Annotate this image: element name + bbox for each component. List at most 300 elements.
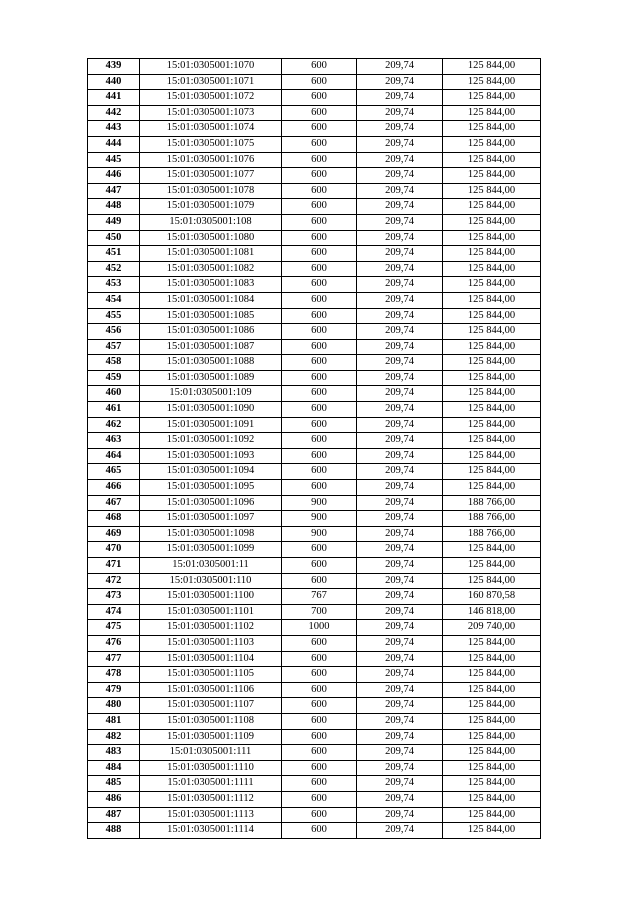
table-row: [88, 573, 541, 589]
row-number-cell: 479: [88, 682, 140, 698]
area-cell: 900: [282, 495, 357, 511]
rate-cell: 209,74: [357, 573, 443, 589]
rate-cell: 209,74: [357, 604, 443, 620]
cadastral-number-cell: 15:01:0305001:1106: [140, 682, 282, 698]
cadastral-number-cell: 15:01:0305001:1109: [140, 729, 282, 745]
rate-cell: 209,74: [357, 417, 443, 433]
area-cell: 600: [282, 183, 357, 199]
cadastral-number-cell: 15:01:0305001:1078: [140, 183, 282, 199]
rate-cell: 209,74: [357, 526, 443, 542]
rate-cell: 209,74: [357, 355, 443, 371]
area-cell: 600: [282, 745, 357, 761]
row-number-cell: 440: [88, 74, 140, 90]
cadastral-number-cell: 15:01:0305001:1083: [140, 277, 282, 293]
cost-cell: 188 766,00: [443, 511, 541, 527]
rate-cell: 209,74: [357, 667, 443, 683]
cost-cell: 125 844,00: [443, 448, 541, 464]
cost-cell: 125 844,00: [443, 214, 541, 230]
area-cell: 600: [282, 136, 357, 152]
table-row: [88, 760, 541, 776]
cost-cell: 188 766,00: [443, 495, 541, 511]
rate-cell: 209,74: [357, 292, 443, 308]
area-cell: 900: [282, 511, 357, 527]
table-row: [88, 199, 541, 215]
table-row: [88, 292, 541, 308]
cadastral-number-cell: 15:01:0305001:1070: [140, 59, 282, 75]
cost-cell: 125 844,00: [443, 823, 541, 839]
cadastral-number-cell: 15:01:0305001:1097: [140, 511, 282, 527]
area-cell: 600: [282, 667, 357, 683]
cost-cell: 188 766,00: [443, 526, 541, 542]
table-row: [88, 370, 541, 386]
cost-cell: 160 870,58: [443, 589, 541, 605]
cadastral-number-cell: 15:01:0305001:1100: [140, 589, 282, 605]
cadastral-number-cell: 15:01:0305001:1095: [140, 480, 282, 496]
area-cell: 600: [282, 339, 357, 355]
cadastral-number-cell: 15:01:0305001:1103: [140, 635, 282, 651]
row-number-cell: 480: [88, 698, 140, 714]
cost-cell: 125 844,00: [443, 713, 541, 729]
row-number-cell: 445: [88, 152, 140, 168]
rate-cell: 209,74: [357, 308, 443, 324]
area-cell: 600: [282, 261, 357, 277]
rate-cell: 209,74: [357, 558, 443, 574]
row-number-cell: 467: [88, 495, 140, 511]
row-number-cell: 446: [88, 168, 140, 184]
area-cell: 767: [282, 589, 357, 605]
cadastral-number-cell: 15:01:0305001:1084: [140, 292, 282, 308]
cadastral-number-cell: 15:01:0305001:1075: [140, 136, 282, 152]
row-number-cell: 472: [88, 573, 140, 589]
area-cell: 600: [282, 433, 357, 449]
cost-cell: 125 844,00: [443, 667, 541, 683]
cost-cell: 125 844,00: [443, 464, 541, 480]
rate-cell: 209,74: [357, 448, 443, 464]
table-row: [88, 807, 541, 823]
cadastral-number-cell: 15:01:0305001:1112: [140, 791, 282, 807]
table-row: [88, 682, 541, 698]
rate-cell: 209,74: [357, 199, 443, 215]
cadastral-number-cell: 15:01:0305001:1079: [140, 199, 282, 215]
area-cell: 600: [282, 370, 357, 386]
cadastral-number-cell: 15:01:0305001:110: [140, 573, 282, 589]
rate-cell: 209,74: [357, 713, 443, 729]
rate-cell: 209,74: [357, 729, 443, 745]
row-number-cell: 483: [88, 745, 140, 761]
area-cell: 600: [282, 152, 357, 168]
rate-cell: 209,74: [357, 823, 443, 839]
rate-cell: 209,74: [357, 136, 443, 152]
cost-cell: 125 844,00: [443, 105, 541, 121]
cadastral-number-cell: 15:01:0305001:1072: [140, 90, 282, 106]
rate-cell: 209,74: [357, 324, 443, 340]
rate-cell: 209,74: [357, 339, 443, 355]
rate-cell: 209,74: [357, 760, 443, 776]
row-number-cell: 455: [88, 308, 140, 324]
table-row: [88, 230, 541, 246]
cadastral-number-cell: 15:01:0305001:1094: [140, 464, 282, 480]
cadastral-number-cell: 15:01:0305001:1108: [140, 713, 282, 729]
cadastral-number-cell: 15:01:0305001:1098: [140, 526, 282, 542]
row-number-cell: 461: [88, 402, 140, 418]
area-cell: 600: [282, 558, 357, 574]
area-cell: 600: [282, 713, 357, 729]
row-number-cell: 481: [88, 713, 140, 729]
cadastral-number-cell: 15:01:0305001:1091: [140, 417, 282, 433]
table-row: [88, 168, 541, 184]
area-cell: 600: [282, 698, 357, 714]
row-number-cell: 478: [88, 667, 140, 683]
cadastral-number-cell: 15:01:0305001:1102: [140, 620, 282, 636]
rate-cell: 209,74: [357, 214, 443, 230]
table-row: [88, 542, 541, 558]
row-number-cell: 471: [88, 558, 140, 574]
cost-cell: 125 844,00: [443, 261, 541, 277]
area-cell: 600: [282, 59, 357, 75]
area-cell: 600: [282, 480, 357, 496]
area-cell: 600: [282, 121, 357, 137]
cost-cell: 125 844,00: [443, 558, 541, 574]
cost-cell: 146 818,00: [443, 604, 541, 620]
row-number-cell: 463: [88, 433, 140, 449]
area-cell: 600: [282, 464, 357, 480]
area-cell: 600: [282, 168, 357, 184]
cadastral-number-cell: 15:01:0305001:1107: [140, 698, 282, 714]
cost-cell: 125 844,00: [443, 433, 541, 449]
row-number-cell: 466: [88, 480, 140, 496]
table-row: [88, 604, 541, 620]
row-number-cell: 439: [88, 59, 140, 75]
cadastral-number-cell: 15:01:0305001:1080: [140, 230, 282, 246]
table-row: [88, 433, 541, 449]
table-row: [88, 308, 541, 324]
area-cell: 600: [282, 651, 357, 667]
rate-cell: 209,74: [357, 480, 443, 496]
cost-cell: 125 844,00: [443, 308, 541, 324]
cost-cell: 125 844,00: [443, 386, 541, 402]
table-row: [88, 246, 541, 262]
cost-cell: 125 844,00: [443, 152, 541, 168]
table-row: [88, 214, 541, 230]
table-row: [88, 651, 541, 667]
cost-cell: 125 844,00: [443, 807, 541, 823]
row-number-cell: 465: [88, 464, 140, 480]
table-row: [88, 480, 541, 496]
table-row: [88, 464, 541, 480]
area-cell: 600: [282, 105, 357, 121]
rate-cell: 209,74: [357, 90, 443, 106]
row-number-cell: 486: [88, 791, 140, 807]
table-row: [88, 74, 541, 90]
row-number-cell: 485: [88, 776, 140, 792]
area-cell: 600: [282, 214, 357, 230]
cost-cell: 125 844,00: [443, 246, 541, 262]
table-row: [88, 90, 541, 106]
cost-cell: 125 844,00: [443, 760, 541, 776]
row-number-cell: 470: [88, 542, 140, 558]
cadastral-number-cell: 15:01:0305001:1090: [140, 402, 282, 418]
area-cell: 600: [282, 324, 357, 340]
rate-cell: 209,74: [357, 277, 443, 293]
area-cell: 900: [282, 526, 357, 542]
area-cell: 600: [282, 199, 357, 215]
table-row: [88, 589, 541, 605]
table-row: [88, 402, 541, 418]
cadastral-number-cell: 15:01:0305001:111: [140, 745, 282, 761]
cost-cell: 125 844,00: [443, 90, 541, 106]
row-number-cell: 449: [88, 214, 140, 230]
cost-cell: 125 844,00: [443, 745, 541, 761]
row-number-cell: 460: [88, 386, 140, 402]
rate-cell: 209,74: [357, 59, 443, 75]
cadastral-number-cell: 15:01:0305001:1085: [140, 308, 282, 324]
cost-cell: 125 844,00: [443, 74, 541, 90]
area-cell: 600: [282, 246, 357, 262]
cadastral-number-cell: 15:01:0305001:1086: [140, 324, 282, 340]
table-row: [88, 511, 541, 527]
cadastral-number-cell: 15:01:0305001:1104: [140, 651, 282, 667]
rate-cell: 209,74: [357, 698, 443, 714]
cadastral-number-cell: 15:01:0305001:1076: [140, 152, 282, 168]
rate-cell: 209,74: [357, 402, 443, 418]
cadastral-number-cell: 15:01:0305001:1077: [140, 168, 282, 184]
cost-cell: 125 844,00: [443, 292, 541, 308]
row-number-cell: 468: [88, 511, 140, 527]
table-row: [88, 59, 541, 75]
cadastral-number-cell: 15:01:0305001:11: [140, 558, 282, 574]
rate-cell: 209,74: [357, 511, 443, 527]
cost-cell: 125 844,00: [443, 635, 541, 651]
rate-cell: 209,74: [357, 105, 443, 121]
table-row: [88, 417, 541, 433]
cost-cell: 125 844,00: [443, 277, 541, 293]
row-number-cell: 475: [88, 620, 140, 636]
table-row: [88, 105, 541, 121]
cost-cell: 125 844,00: [443, 402, 541, 418]
row-number-cell: 487: [88, 807, 140, 823]
area-cell: 600: [282, 74, 357, 90]
cadastral-number-cell: 15:01:0305001:1105: [140, 667, 282, 683]
table-row: [88, 745, 541, 761]
cost-cell: 125 844,00: [443, 121, 541, 137]
cadastral-number-cell: 15:01:0305001:1092: [140, 433, 282, 449]
cost-cell: 125 844,00: [443, 168, 541, 184]
row-number-cell: 457: [88, 339, 140, 355]
cost-cell: 209 740,00: [443, 620, 541, 636]
area-cell: 600: [282, 776, 357, 792]
cadastral-number-cell: 15:01:0305001:1113: [140, 807, 282, 823]
table-row: [88, 713, 541, 729]
area-cell: 600: [282, 635, 357, 651]
table-row: [88, 635, 541, 651]
cadastral-table: [87, 58, 541, 839]
table-row: [88, 261, 541, 277]
cadastral-number-cell: 15:01:0305001:1074: [140, 121, 282, 137]
cost-cell: 125 844,00: [443, 199, 541, 215]
area-cell: 600: [282, 760, 357, 776]
rate-cell: 209,74: [357, 620, 443, 636]
table-row: [88, 152, 541, 168]
row-number-cell: 458: [88, 355, 140, 371]
cost-cell: 125 844,00: [443, 698, 541, 714]
table-row: [88, 526, 541, 542]
rate-cell: 209,74: [357, 791, 443, 807]
row-number-cell: 484: [88, 760, 140, 776]
area-cell: 600: [282, 807, 357, 823]
cost-cell: 125 844,00: [443, 230, 541, 246]
row-number-cell: 477: [88, 651, 140, 667]
table-row: [88, 324, 541, 340]
rate-cell: 209,74: [357, 121, 443, 137]
cost-cell: 125 844,00: [443, 59, 541, 75]
row-number-cell: 450: [88, 230, 140, 246]
rate-cell: 209,74: [357, 246, 443, 262]
area-cell: 600: [282, 729, 357, 745]
rate-cell: 209,74: [357, 261, 443, 277]
row-number-cell: 451: [88, 246, 140, 262]
rate-cell: 209,74: [357, 776, 443, 792]
row-number-cell: 453: [88, 277, 140, 293]
row-number-cell: 443: [88, 121, 140, 137]
rate-cell: 209,74: [357, 651, 443, 667]
row-number-cell: 452: [88, 261, 140, 277]
cost-cell: 125 844,00: [443, 791, 541, 807]
cost-cell: 125 844,00: [443, 324, 541, 340]
cadastral-number-cell: 15:01:0305001:1096: [140, 495, 282, 511]
row-number-cell: 448: [88, 199, 140, 215]
cadastral-number-cell: 15:01:0305001:1088: [140, 355, 282, 371]
cost-cell: 125 844,00: [443, 542, 541, 558]
area-cell: 600: [282, 355, 357, 371]
table-row: [88, 620, 541, 636]
rate-cell: 209,74: [357, 386, 443, 402]
cadastral-number-cell: 15:01:0305001:1114: [140, 823, 282, 839]
cadastral-number-cell: 15:01:0305001:1073: [140, 105, 282, 121]
rate-cell: 209,74: [357, 183, 443, 199]
table-row: [88, 698, 541, 714]
row-number-cell: 476: [88, 635, 140, 651]
rate-cell: 209,74: [357, 464, 443, 480]
row-number-cell: 474: [88, 604, 140, 620]
cost-cell: 125 844,00: [443, 339, 541, 355]
row-number-cell: 444: [88, 136, 140, 152]
cost-cell: 125 844,00: [443, 480, 541, 496]
table-row: [88, 121, 541, 137]
table-row: [88, 136, 541, 152]
area-cell: 600: [282, 90, 357, 106]
row-number-cell: 447: [88, 183, 140, 199]
row-number-cell: 464: [88, 448, 140, 464]
area-cell: 600: [282, 386, 357, 402]
cadastral-number-cell: 15:01:0305001:1111: [140, 776, 282, 792]
table-row: [88, 667, 541, 683]
row-number-cell: 441: [88, 90, 140, 106]
area-cell: 700: [282, 604, 357, 620]
table-row: [88, 776, 541, 792]
area-cell: 600: [282, 402, 357, 418]
cost-cell: 125 844,00: [443, 573, 541, 589]
area-cell: 600: [282, 308, 357, 324]
area-cell: 600: [282, 573, 357, 589]
cadastral-number-cell: 15:01:0305001:1082: [140, 261, 282, 277]
cost-cell: 125 844,00: [443, 682, 541, 698]
cadastral-number-cell: 15:01:0305001:1093: [140, 448, 282, 464]
rate-cell: 209,74: [357, 74, 443, 90]
rate-cell: 209,74: [357, 370, 443, 386]
cadastral-number-cell: 15:01:0305001:1101: [140, 604, 282, 620]
row-number-cell: 469: [88, 526, 140, 542]
rate-cell: 209,74: [357, 635, 443, 651]
table-row: [88, 339, 541, 355]
cadastral-number-cell: 15:01:0305001:108: [140, 214, 282, 230]
cost-cell: 125 844,00: [443, 136, 541, 152]
area-cell: 600: [282, 791, 357, 807]
row-number-cell: 482: [88, 729, 140, 745]
row-number-cell: 454: [88, 292, 140, 308]
area-cell: 600: [282, 292, 357, 308]
rate-cell: 209,74: [357, 433, 443, 449]
area-cell: 600: [282, 682, 357, 698]
table-row: [88, 495, 541, 511]
cadastral-number-cell: 15:01:0305001:1087: [140, 339, 282, 355]
cost-cell: 125 844,00: [443, 776, 541, 792]
cost-cell: 125 844,00: [443, 183, 541, 199]
cadastral-number-cell: 15:01:0305001:1110: [140, 760, 282, 776]
area-cell: 600: [282, 417, 357, 433]
table-row: [88, 183, 541, 199]
cost-cell: 125 844,00: [443, 729, 541, 745]
rate-cell: 209,74: [357, 542, 443, 558]
rate-cell: 209,74: [357, 495, 443, 511]
table-row: [88, 277, 541, 293]
row-number-cell: 488: [88, 823, 140, 839]
rate-cell: 209,74: [357, 745, 443, 761]
cadastral-number-cell: 15:01:0305001:1081: [140, 246, 282, 262]
table-row: [88, 355, 541, 371]
cadastral-number-cell: 15:01:0305001:109: [140, 386, 282, 402]
cost-cell: 125 844,00: [443, 417, 541, 433]
table-row: [88, 386, 541, 402]
table-body: [88, 59, 541, 839]
cadastral-number-cell: 15:01:0305001:1099: [140, 542, 282, 558]
table-row: [88, 558, 541, 574]
cadastral-number-cell: 15:01:0305001:1089: [140, 370, 282, 386]
area-cell: 1000: [282, 620, 357, 636]
area-cell: 600: [282, 448, 357, 464]
rate-cell: 209,74: [357, 589, 443, 605]
row-number-cell: 462: [88, 417, 140, 433]
row-number-cell: 473: [88, 589, 140, 605]
area-cell: 600: [282, 277, 357, 293]
table-row: [88, 791, 541, 807]
rate-cell: 209,74: [357, 682, 443, 698]
rate-cell: 209,74: [357, 168, 443, 184]
row-number-cell: 456: [88, 324, 140, 340]
cost-cell: 125 844,00: [443, 651, 541, 667]
cost-cell: 125 844,00: [443, 370, 541, 386]
table-row: [88, 729, 541, 745]
rate-cell: 209,74: [357, 152, 443, 168]
rate-cell: 209,74: [357, 807, 443, 823]
cadastral-number-cell: 15:01:0305001:1071: [140, 74, 282, 90]
cost-cell: 125 844,00: [443, 355, 541, 371]
table-row: [88, 823, 541, 839]
rate-cell: 209,74: [357, 230, 443, 246]
row-number-cell: 442: [88, 105, 140, 121]
table-row: [88, 448, 541, 464]
area-cell: 600: [282, 230, 357, 246]
area-cell: 600: [282, 823, 357, 839]
